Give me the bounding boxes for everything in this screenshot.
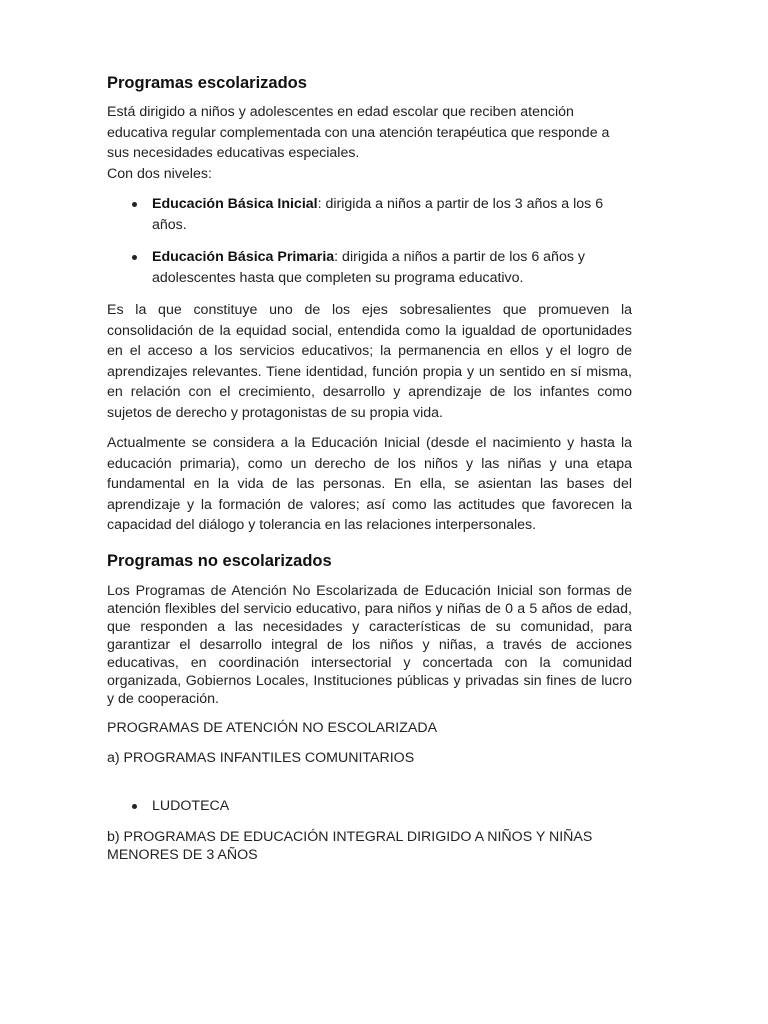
- level-term: Educación Básica Primaria: [152, 249, 335, 265]
- bullet-icon: [132, 804, 137, 809]
- level-description: : dirigida a niños a partir de los 6 años y adolescentes hasta que completen su programa educativo.: [152, 249, 585, 286]
- level-description: : dirigida a niños a partir de los 3 años a los 6 años.: [152, 196, 604, 233]
- list-item: [107, 247, 632, 288]
- list-item: [107, 194, 632, 235]
- program-a-heading: a) PROGRAMAS INFANTILES COMUNITARIOS: [107, 749, 415, 766]
- levels-list: [107, 194, 632, 288]
- bullet-icon: [132, 255, 137, 260]
- body-paragraph: Es la que constituye uno de los ejes sobresalientes que promueven la consolidación de la equidad social, entendida como la igualdad de oportunidades en el acceso a los servicios educativos; la permanencia en ellos y el logro de aprendizajes relevantes. Tiene identidad, función propia y un sentido en sí misma, en relación con el crecimiento, desarrollo y aprendizaje de los infantes como sujetos de derecho y protagonistas de su propia vida.: [107, 302, 632, 421]
- intro-paragraph: Está dirigido a niños y adolescentes en edad escolar que reciben atención educativa regular complementada con una atención terapéutica que responde a sus necesidades educativas especiales.: [107, 104, 610, 161]
- body-paragraph: Actualmente se considera a la Educación Inicial (desde el nacimiento y hasta la educación primaria), como un derecho de los niños y las niñas y una etapa fundamental en la vida de las personas. En ella, se asientan las bases del aprendizaje y la formación de valores; así como las actitudes que favorecen la capacidad del diálogo y tolerancia en las relaciones interpersonales.: [107, 435, 632, 533]
- levels-label: Con dos niveles:: [107, 165, 212, 182]
- list-item: [107, 796, 632, 817]
- bullet-icon: [132, 202, 137, 207]
- programs-title: PROGRAMAS DE ATENCIÓN NO ESCOLARIZADA: [107, 719, 438, 736]
- body-paragraph: Los Programas de Atención No Escolarizada de Educación Inicial son formas de atención flexibles del servicio educativo, para niños y niñas de 0 a 5 años de edad, que responden a las necesidades y características de su comunidad, para garantizar el desarrollo integral de los niños y niñas, a través de acciones educativas, en coordinación intersectorial y concertada con la comunidad organizada, Gobiernos Locales, Instituciones públicas y privadas sin fines de lucro y de cooperación.: [107, 582, 632, 707]
- document-page: [107, 68, 632, 864]
- program-item-label: LUDOTECA: [152, 797, 230, 814]
- program-a-list: [107, 796, 632, 817]
- section-heading-no-escolarizados: Programas no escolarizados: [107, 551, 332, 570]
- level-term: Educación Básica Inicial: [152, 196, 318, 212]
- program-b-heading: b) PROGRAMAS DE EDUCACIÓN INTEGRAL DIRIGIDO A NIÑOS Y NIÑAS MENORES DE 3 AÑOS: [107, 829, 593, 863]
- section-heading-escolarizados: Programas escolarizados: [107, 74, 307, 92]
